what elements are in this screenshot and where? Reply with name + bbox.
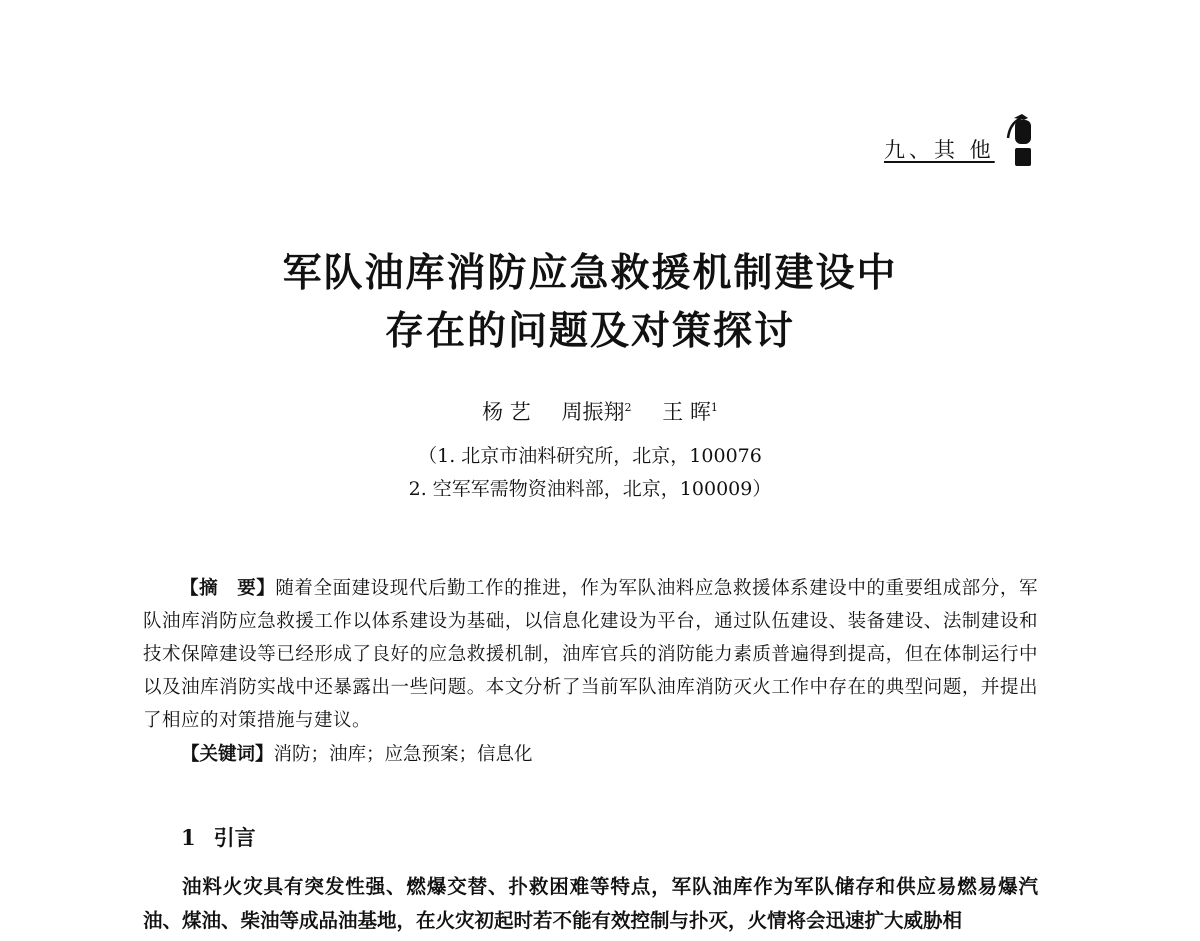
keywords xyxy=(181,738,533,771)
body-paragraph: 油料火灾具有突发性强、燃爆交替、扑救困难等特点，军队油库作为军队储存和供应易燃易爆汽油、煤油、柴油等成品油基地，在火灾初起时若不能有效控制与扑灭，火情将会迅速扩大威胁相 xyxy=(143,875,1038,932)
section-title: 引言 xyxy=(213,826,256,850)
affiliations xyxy=(0,440,1180,506)
abstract-text: 随着全面建设现代后勤工作的推进，作为军队油料应急救援体系建设中的重要组成部分，军队油库消防应急救援工作以体系建设为基础，以信息化建设为平台，通过队伍建设、装备建设、法制建设和技术保障建设等已经形成了良好的应急救援机制，油库官兵的消防能力素质普遍得到提高，但在体制运行中以及油库消防实战中还暴露出一些问题。本文分析了当前军队油库消防灭火工作中存在的典型问题，并提出了相应的对策措施与建议。 xyxy=(143,578,1038,731)
keywords-text: 消防；油库；应急预案；信息化 xyxy=(273,744,533,765)
title-line-1: 军队油库消防应急救援机制建设中 xyxy=(282,250,898,296)
author: 周振翔$^2$ xyxy=(561,400,632,424)
section-tag xyxy=(884,134,995,164)
section-number: 1 xyxy=(181,825,196,850)
affiliation-1: （1. 北京市油料研究所，北京，100076 xyxy=(418,445,762,467)
section-label: 九、其 他 xyxy=(884,138,995,162)
abstract xyxy=(143,572,1038,737)
title-line-2: 存在的问题及对策探讨 xyxy=(384,308,795,354)
fire-extinguisher-icon xyxy=(1006,112,1036,173)
author: 王 晖$^1$ xyxy=(662,400,718,424)
keywords-label: 【关键词】 xyxy=(181,744,274,765)
affiliation-2: 2. 空军军需物资油料部，北京，100009） xyxy=(408,478,772,500)
author: 杨 艺 xyxy=(482,400,531,424)
author-list xyxy=(0,396,1200,426)
paper-title xyxy=(0,244,1180,360)
abstract-label: 【摘 要】 xyxy=(180,578,276,599)
section-heading xyxy=(181,822,256,852)
